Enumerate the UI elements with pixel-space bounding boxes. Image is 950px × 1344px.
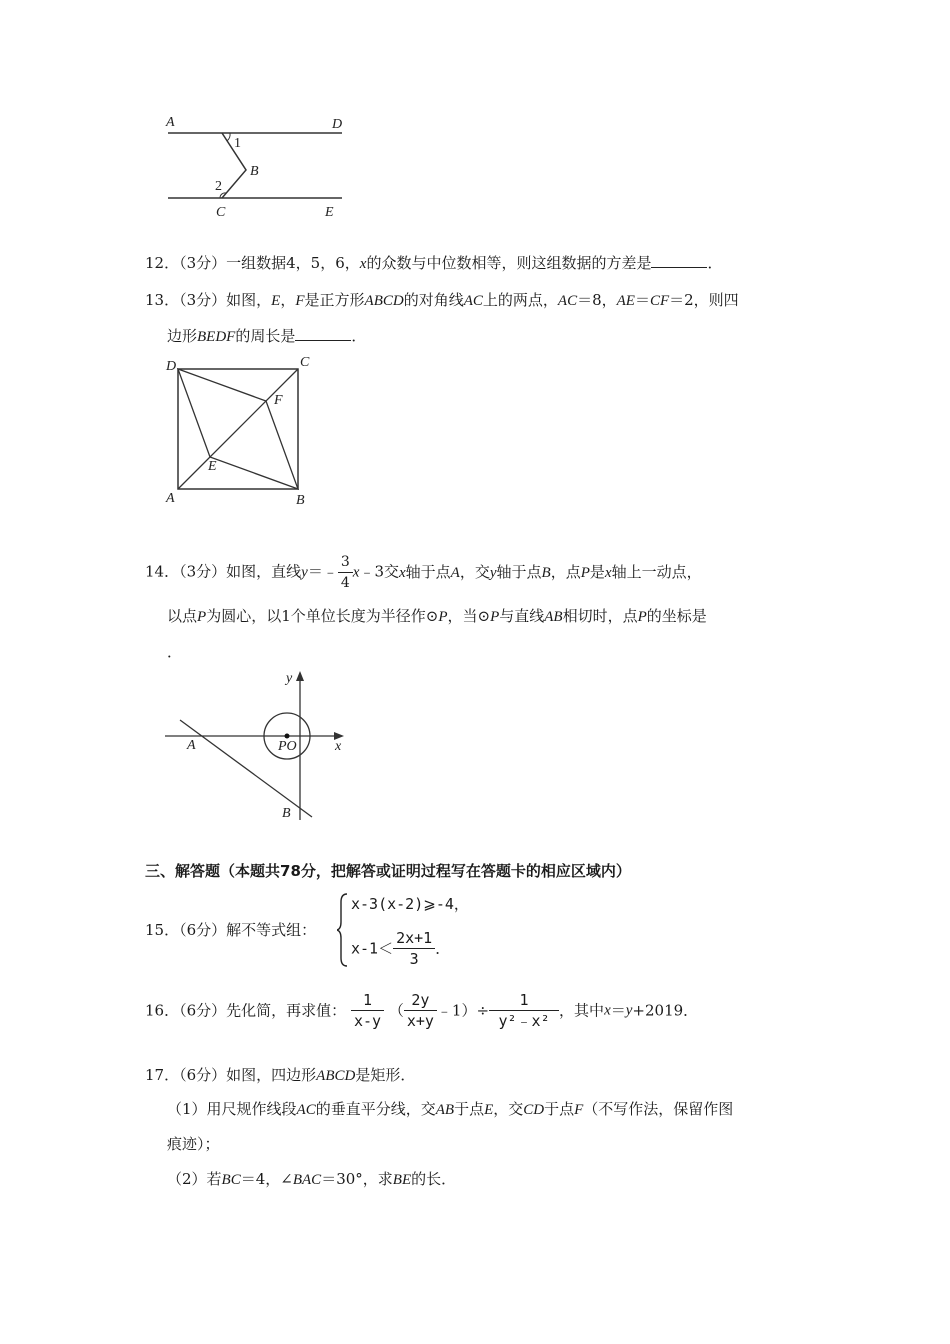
point-p xyxy=(285,734,290,739)
q13-l1-seg-14: ＝2，则四 xyxy=(669,291,739,309)
question-15 xyxy=(145,892,645,970)
diagonal-ac xyxy=(178,369,298,489)
q14-l1-seg-9: 是 xyxy=(589,562,605,581)
q15-frac-num: 2x+1 xyxy=(393,928,435,949)
q17-text-b: 是矩形． xyxy=(355,1066,416,1084)
q14-l1-seg-10: x xyxy=(604,564,612,581)
q13-l1-seg-12: ＝ xyxy=(634,291,650,309)
label-C: C xyxy=(216,205,226,220)
label-E: E xyxy=(325,205,334,220)
q14-l2-seg-9: P xyxy=(637,609,647,625)
q14-l2-seg-6: 与直线 xyxy=(499,607,545,625)
q13-l1-seg-13: CF xyxy=(649,293,670,309)
q14-l1-seg-11: 轴上一动点， xyxy=(611,562,702,581)
question-17-part-1 xyxy=(167,1099,733,1120)
label-D: D xyxy=(332,117,343,132)
question-17-line-1 xyxy=(145,1065,415,1086)
q14-l1-seg-8: P xyxy=(580,564,590,581)
q16-f2-den: x+y xyxy=(406,1012,434,1030)
q13-text-l2a: 边形 xyxy=(167,327,198,345)
q14-l1-seg-5: 轴于点 xyxy=(496,562,542,581)
label-F: F xyxy=(274,393,283,408)
question-13-line-1 xyxy=(145,290,739,311)
q12-var-x: x xyxy=(359,256,367,272)
q17-p2-seg-0: （2）若 xyxy=(167,1170,222,1188)
label-B: B xyxy=(296,493,305,508)
q14-text-b: ﹣3交 xyxy=(359,562,399,581)
question-14-line-1 xyxy=(145,552,702,593)
q14-l2-seg-8: 相切时，点 xyxy=(562,607,638,625)
q13-score: （3分） xyxy=(179,291,227,309)
q14-l1-seg-2: A xyxy=(450,564,460,581)
q14-l1-seg-7: ，点 xyxy=(550,562,581,581)
q16-f1-den: x-y xyxy=(353,1012,382,1030)
q17-p1-seg-4: 于点 xyxy=(454,1100,485,1118)
q13-var-bedf: BEDF xyxy=(197,329,236,345)
q12-answer-blank[interactable] xyxy=(651,253,707,268)
q13-l1-seg-6: 的对角线 xyxy=(403,291,464,309)
q17-p2-seg-1: BC xyxy=(221,1172,241,1188)
label-PO: PO xyxy=(278,739,297,754)
question-14-line-3 xyxy=(167,642,182,662)
q17-part-2-text xyxy=(167,1170,456,1188)
q12-number: 12． xyxy=(145,254,180,272)
q17-p2-seg-6: 的长． xyxy=(411,1170,457,1188)
q13-text-l2b: 的周长是 xyxy=(235,327,296,345)
q13-l1-seg-4: 是正方形 xyxy=(304,291,365,309)
q16-fraction-2 xyxy=(404,990,437,1031)
label-E: E xyxy=(208,459,217,474)
q17-text-a: 如图，四边形 xyxy=(226,1066,317,1084)
q15-fraction xyxy=(393,928,435,969)
label-B: B xyxy=(282,806,291,821)
q16-f3-den: y²﹣x² xyxy=(498,1012,550,1030)
q13-l1-seg-5: ABCD xyxy=(364,293,404,309)
q13-l1-seg-8: 上的两点， xyxy=(482,291,558,309)
q17-p1-seg-7: CD xyxy=(523,1102,545,1118)
figure-parallel-lines xyxy=(160,108,360,223)
q14-l2-seg-1: P xyxy=(197,609,207,625)
q17-p2-seg-5: BE xyxy=(392,1172,412,1188)
q15-row-1: x-3(x-2)⩾-4， xyxy=(351,895,469,913)
q14-l2-seg-4: ，当⊙ xyxy=(447,607,491,625)
q13-end: ． xyxy=(351,327,367,345)
q14-l1-seg-4: y xyxy=(489,564,497,581)
q16-tail-b: +2019． xyxy=(632,1001,699,1020)
q13-l1-seg-7: AC xyxy=(463,293,483,309)
q14-l1-seg-0: x xyxy=(398,564,406,581)
q15-row2-left: x-1＜ xyxy=(351,939,394,958)
q16-lparen: （ xyxy=(388,1001,404,1020)
q17-p1-seg-8: 于点 xyxy=(544,1100,575,1118)
q15-row2-end: ． xyxy=(435,939,451,958)
q15-frac-den: 3 xyxy=(409,950,419,968)
q16-text: 先化简，再求值： xyxy=(226,1001,347,1020)
q16-var-x: x xyxy=(604,1002,611,1019)
label-A: A xyxy=(166,491,175,506)
q16-f3-num: 1 xyxy=(489,990,559,1011)
figure-square-abcd xyxy=(160,352,320,512)
label-A: A xyxy=(187,738,196,753)
q17-part-1-text xyxy=(167,1100,733,1118)
q17-p1-seg-2: 的垂直平分线，交 xyxy=(315,1100,436,1118)
q17-p1-seg-3: AB xyxy=(435,1102,455,1118)
q13-l1-seg-10: ＝8， xyxy=(577,291,617,309)
q14-l1-seg-6: B xyxy=(541,564,551,581)
q16-score: （6分） xyxy=(179,1001,227,1020)
label-A: A xyxy=(166,115,175,130)
q13-l1-seg-1: E xyxy=(271,293,281,309)
q13-l1-seg-9: AC xyxy=(557,293,578,309)
angle-arc-1 xyxy=(227,133,230,141)
q14-frac-num: 3 xyxy=(338,552,353,573)
q15-text: 解不等式组： xyxy=(226,921,317,939)
section-3-title: 三、解答题（本题共78分，把解答或证明过程写在答题卡的相应区域内） xyxy=(145,862,631,880)
q16-fraction-3 xyxy=(489,990,559,1031)
q12-score: （3分） xyxy=(179,254,227,272)
q14-frac-den: 4 xyxy=(340,575,350,591)
question-16 xyxy=(145,990,698,1031)
q16-tail-a: ，其中 xyxy=(559,1001,605,1020)
q15-number: 15． xyxy=(145,921,180,939)
q17-p1-seg-10: （不写作法，保留作图 xyxy=(583,1100,734,1118)
brace-icon xyxy=(337,892,349,968)
q14-l2-seg-3: P xyxy=(438,609,448,625)
label-y: y xyxy=(286,671,293,686)
q13-l1-seg-11: AE xyxy=(616,293,635,309)
question-17-part-2 xyxy=(167,1169,456,1190)
q14-l1-seg-3: ，交 xyxy=(459,562,490,581)
q17-p1-seg-0: （1）用尺规作线段 xyxy=(167,1100,297,1118)
q15-row-2 xyxy=(351,928,450,969)
q16-fraction-1 xyxy=(351,990,384,1031)
q17-p1-seg-1: AC xyxy=(296,1102,316,1118)
y-axis-arrow xyxy=(296,671,304,681)
q17-score: （6分） xyxy=(179,1066,227,1084)
label-C: C xyxy=(300,355,310,370)
q13-l1-seg-0: 如图， xyxy=(226,291,272,309)
q14-number: 14． xyxy=(145,562,180,581)
q14-statement-line-2 xyxy=(167,607,707,625)
q16-eq: ＝ xyxy=(610,1001,626,1020)
q14-eq: ＝﹣ xyxy=(307,562,338,581)
q15-score: （6分） xyxy=(179,921,227,939)
q14-score: （3分） xyxy=(179,562,227,581)
label-x: x xyxy=(335,739,342,754)
q14-l2-seg-5: P xyxy=(490,609,500,625)
q17-p2-seg-3: BAC xyxy=(292,1172,322,1188)
label-2: 2 xyxy=(215,179,222,194)
question-13-line-2 xyxy=(167,326,366,347)
q14-var-y: y xyxy=(301,564,308,581)
q16-f2-num: 2y xyxy=(404,990,437,1011)
q13-l1-seg-3: F xyxy=(295,293,305,309)
q14-text-a: 如图，直线 xyxy=(226,562,302,581)
q13-number: 13． xyxy=(145,291,180,309)
q13-answer-blank[interactable] xyxy=(295,326,351,341)
q17-p2-seg-2: ＝4，∠ xyxy=(240,1170,293,1188)
q17-part-1b: 痕迹）； xyxy=(167,1135,220,1153)
question-17-part-1-cont xyxy=(167,1134,220,1154)
q13-l1-seg-2: ， xyxy=(280,291,296,309)
q17-p1-seg-5: E xyxy=(484,1102,494,1118)
question-12 xyxy=(145,253,722,274)
q17-number: 17． xyxy=(145,1066,180,1084)
q14-statement-rest xyxy=(399,563,702,581)
q16-f1-num: 1 xyxy=(351,990,384,1011)
q14-var-x: x xyxy=(352,564,360,581)
q12-end: ． xyxy=(707,254,723,272)
q14-l2-seg-7: AB xyxy=(544,609,563,625)
q14-fraction xyxy=(338,552,353,593)
q17-p1-seg-6: ，交 xyxy=(493,1100,524,1118)
question-14-line-2 xyxy=(167,606,707,627)
line-ab xyxy=(180,720,312,817)
q12-text-b: 的众数与中位数相等，则这组数据的方差是 xyxy=(366,254,652,272)
q17-var-abcd: ABCD xyxy=(316,1068,356,1084)
q16-minus-div: ﹣1）÷ xyxy=(436,1001,490,1020)
q17-p2-seg-4: ＝30°，求 xyxy=(321,1170,393,1188)
q12-text-a: 一组数据4，5，6， xyxy=(226,254,360,272)
q13-statement xyxy=(226,291,739,309)
label-B: B xyxy=(250,164,259,179)
label-1: 1 xyxy=(234,136,241,151)
q16-number: 16． xyxy=(145,1001,180,1020)
q14-l2-seg-2: 为圆心，以1个单位长度为半径作⊙ xyxy=(206,607,439,625)
q14-l2-seg-10: 的坐标是 xyxy=(646,607,707,625)
figure-coordinate-circle xyxy=(160,665,360,825)
q14-l2-seg-0: 以点 xyxy=(167,607,198,625)
q14-l1-seg-1: 轴于点 xyxy=(405,562,451,581)
q14-end: ． xyxy=(167,643,183,661)
q17-p1-seg-9: F xyxy=(574,1102,584,1118)
q16-var-y: y xyxy=(625,1002,633,1019)
label-D: D xyxy=(166,359,177,374)
